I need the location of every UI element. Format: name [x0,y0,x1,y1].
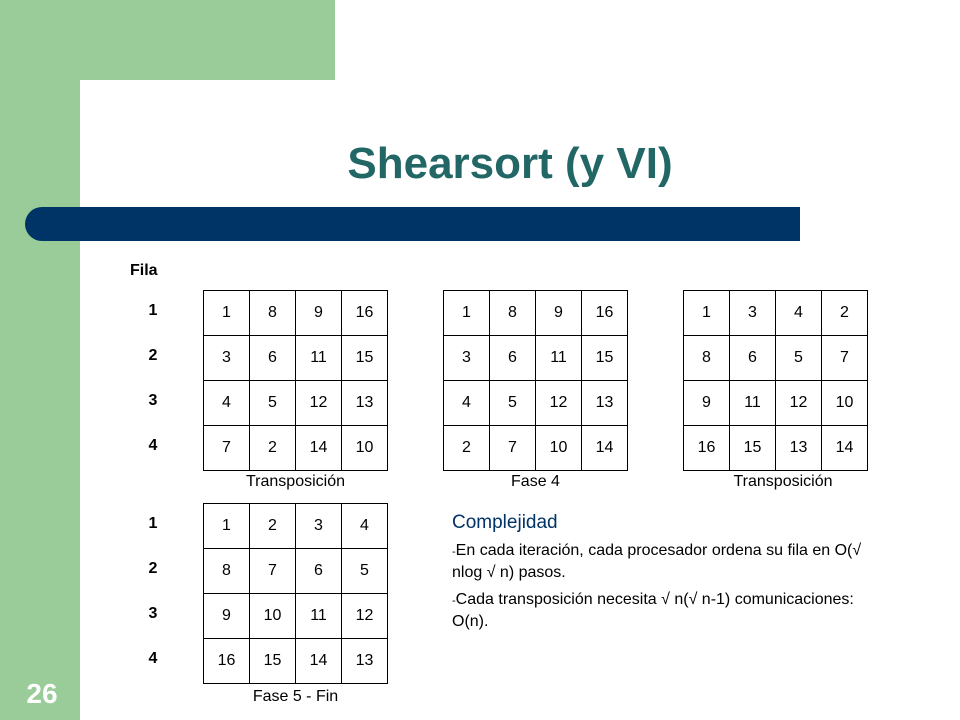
matrix-cell: 14 [296,426,342,471]
matrix-cell: 9 [296,291,342,336]
complexity-item [452,589,872,632]
matrix-row [684,381,868,426]
matrix-cell: 5 [490,381,536,426]
matrix-caption: Fase 5 - Fin [252,688,339,705]
complexity-item-text: Cada transposición necesita √ n(√ n-1) comunicaciones: O(n). [452,591,854,630]
matrix-cell: 11 [296,594,342,639]
matrix-cell: 5 [250,381,296,426]
title-underline-bar [25,207,800,241]
matrix-cell: 12 [296,381,342,426]
matrix-cell: 13 [342,381,388,426]
matrix-cell: 16 [204,639,250,684]
matrix-cell: 12 [776,381,822,426]
top-green-band [0,0,335,80]
row-label: 3 [148,392,158,409]
matrix-cell: 5 [776,336,822,381]
matrix-cell: 11 [730,381,776,426]
matrix-cell: 9 [536,291,582,336]
matrix-cell: 2 [822,291,868,336]
matrix-cell: 2 [250,426,296,471]
matrix-row [684,291,868,336]
matrix-cell: 3 [730,291,776,336]
matrix-cell: 16 [684,426,730,471]
matrix-cell: 5 [342,549,388,594]
matrix-cell: 7 [822,336,868,381]
matrix-row [204,549,388,594]
matrix-cell: 10 [250,594,296,639]
matrix-cell: 8 [684,336,730,381]
matrix-cell: 4 [204,381,250,426]
matrix-cell: 14 [296,639,342,684]
matrix-caption: Fase 4 [511,473,560,490]
matrix-cell: 12 [342,594,388,639]
matrix-cell: 2 [444,426,490,471]
matrix-row [204,381,388,426]
matrix-row [204,639,388,684]
matrix-3 [683,290,868,471]
matrix-cell: 10 [822,381,868,426]
matrix-cell: 11 [536,336,582,381]
matrix-2 [443,290,628,471]
matrix-cell: 7 [490,426,536,471]
matrix-cell: 2 [250,504,296,549]
row-label: 2 [148,347,158,364]
matrix-cell: 4 [776,291,822,336]
matrix-1 [203,290,388,471]
matrix-cell: 15 [342,336,388,381]
matrix-row [204,426,388,471]
matrix-cell: 9 [204,594,250,639]
matrix-cell: 6 [730,336,776,381]
complexity-heading: Complejidad [452,512,558,533]
matrix-row [444,426,628,471]
matrix-cell: 12 [536,381,582,426]
matrix-cell: 15 [250,639,296,684]
matrix-row [204,336,388,381]
row-label: 1 [148,302,158,319]
matrix-cell: 6 [250,336,296,381]
row-label: 1 [148,515,158,532]
row-label: 2 [148,560,158,577]
bullet-dash: - [452,546,456,558]
matrix-row [444,381,628,426]
matrix-caption: Transposición [733,473,833,490]
matrix-cell: 4 [444,381,490,426]
matrix-cell: 14 [822,426,868,471]
matrix-cell: 15 [582,336,628,381]
matrix-cell: 13 [776,426,822,471]
matrix-cell: 3 [444,336,490,381]
matrix-cell: 13 [342,639,388,684]
matrix-cell: 6 [490,336,536,381]
matrix-row [204,504,388,549]
matrix-row [204,291,388,336]
matrix-cell: 1 [444,291,490,336]
matrix-cell: 1 [204,291,250,336]
matrix-cell: 8 [250,291,296,336]
row-label: 4 [148,650,158,667]
matrix-row [684,336,868,381]
matrix-cell: 3 [296,504,342,549]
matrix-cell: 7 [204,426,250,471]
matrix-caption: Transposición [245,473,345,490]
row-label: 3 [148,605,158,622]
matrix-cell: 16 [342,291,388,336]
matrix-cell: 16 [582,291,628,336]
matrix-row [684,426,868,471]
matrix-cell: 4 [342,504,388,549]
matrix-cell: 7 [250,549,296,594]
matrix-cell: 9 [684,381,730,426]
matrix-row [444,291,628,336]
matrix-cell: 8 [490,291,536,336]
matrix-cell: 13 [582,381,628,426]
matrix-cell: 10 [536,426,582,471]
slide-title: Shearsort (y VI) [347,139,673,188]
matrix-cell: 15 [730,426,776,471]
matrix-cell: 11 [296,336,342,381]
matrix-cell: 1 [204,504,250,549]
matrix-cell: 6 [296,549,342,594]
complexity-item [452,540,872,583]
row-label: 4 [148,437,158,454]
matrix-cell: 3 [204,336,250,381]
complexity-item-text: En cada iteración, cada procesador ordena su fila en O(√ nlog √ n) pasos. [452,542,862,581]
matrix-cell: 8 [204,549,250,594]
matrix-cell: 1 [684,291,730,336]
matrix-cell: 14 [582,426,628,471]
matrix-row [204,594,388,639]
left-green-band [0,0,80,720]
matrix-4 [203,503,388,684]
slide-number: 26 [26,678,58,709]
matrix-cell: 10 [342,426,388,471]
bullet-dash: - [452,595,456,608]
fila-header: Fila [130,262,158,279]
matrix-row [444,336,628,381]
complexity-section [452,512,872,638]
